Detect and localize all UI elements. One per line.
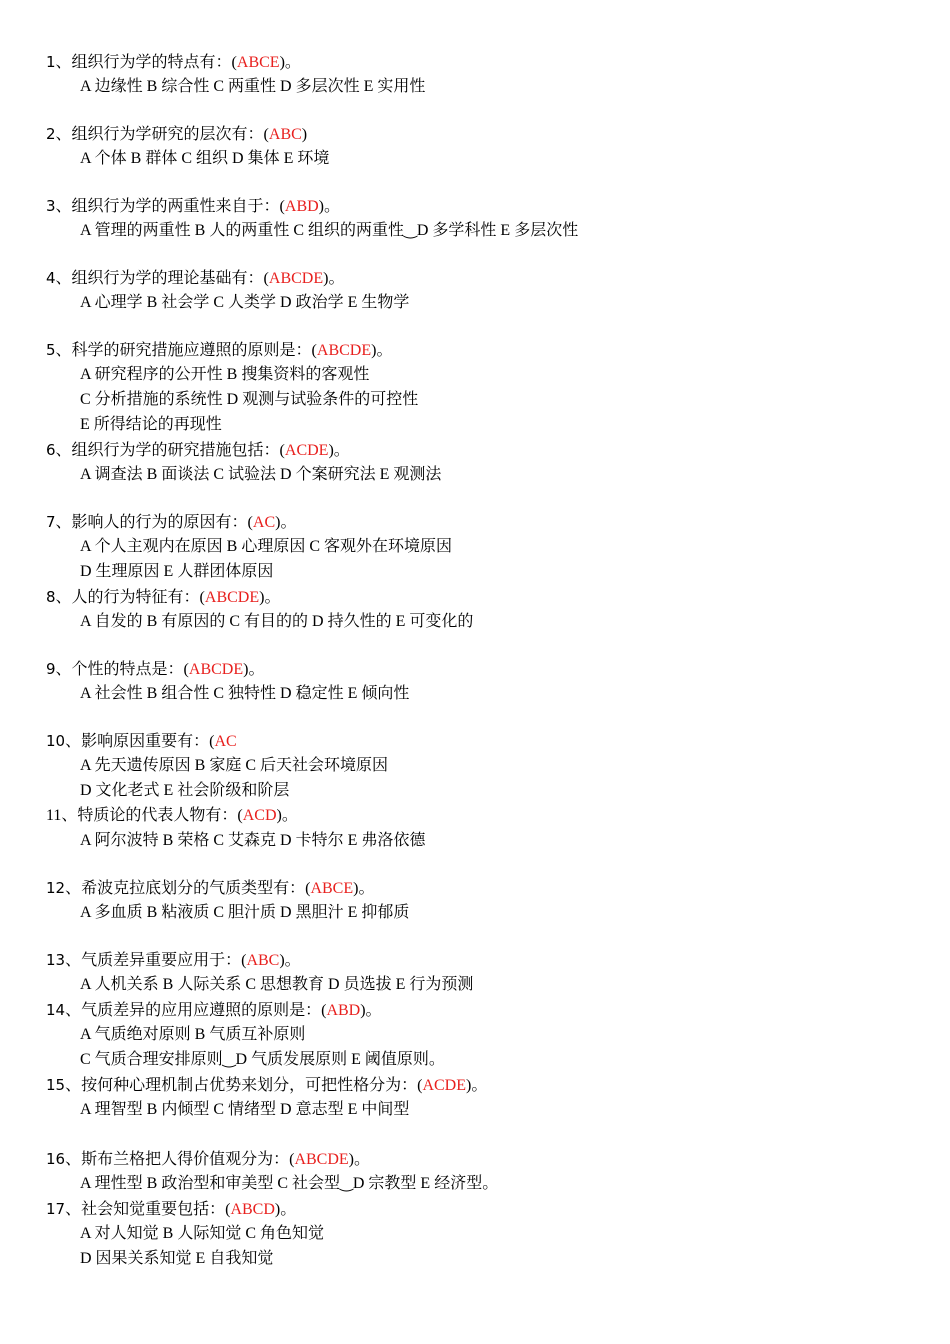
answer-key: ABCDE	[294, 1151, 349, 1168]
question-text: 、希波克拉底划分的气质类型有：(	[65, 880, 311, 897]
options-line: A 研究程序的公开性 B 搜集资料的客观性	[80, 366, 370, 383]
question-close: )。	[279, 952, 301, 969]
answer-key: ABCE	[310, 880, 354, 897]
options-line: A 先天遗传原因 B 家庭 C 后天社会环境原因	[80, 757, 389, 774]
question-number: 14	[46, 1001, 66, 1019]
question-8	[46, 587, 280, 607]
question-number: 10	[46, 732, 66, 750]
answer-key: ACDE	[422, 1077, 466, 1094]
question-text: 、影响人的行为的原因有：(	[55, 514, 253, 531]
question-close: )。	[259, 589, 281, 606]
question-text: 、人的行为特征有：(	[55, 589, 205, 606]
question-10	[46, 731, 237, 751]
question-close: )。	[274, 1201, 297, 1218]
question-text: 、社会知觉重要包括：(	[65, 1201, 231, 1218]
options-line: A 个体 B 群体 C 组织 D 集体 E 环境	[80, 150, 330, 167]
options-line: A 调查法 B 面谈法 C 试验法 D 个案研究法 E 观测法	[80, 466, 442, 483]
question-text: 、气质差异重要应用于：(	[65, 952, 247, 969]
question-14	[46, 1000, 382, 1020]
question-close: )。	[318, 198, 341, 215]
question-text: 、组织行为学的特点有：(	[55, 54, 237, 71]
answer-key: ABD	[326, 1002, 361, 1019]
question-12	[46, 878, 374, 898]
question-number: 8	[46, 588, 56, 606]
options-line: D 文化老式 E 社会阶级和阶层	[80, 782, 290, 799]
question-number: 9	[46, 660, 56, 678]
question-6	[46, 440, 350, 460]
question-7	[46, 512, 296, 532]
answer-key: ABCD	[230, 1201, 275, 1218]
options-line: A 社会性 B 组合性 C 独特性 D 稳定性 E 倾向性	[80, 685, 410, 702]
options-line: A 理性型 B 政治型和审美型 C 社会型‿D 宗教型 E 经济型。	[80, 1175, 499, 1192]
question-text: 、影响原因重要有：(	[65, 733, 215, 750]
question-13	[46, 950, 301, 970]
question-close: )。	[275, 514, 297, 531]
question-close: )。	[328, 442, 350, 459]
answer-key: AC	[252, 514, 276, 531]
question-number: 17	[46, 1200, 66, 1218]
question-9	[46, 659, 264, 679]
question-close: )。	[279, 54, 301, 71]
question-number: 7	[46, 513, 56, 531]
options-line: C 分析措施的系统性 D 观测与试验条件的可控性	[80, 391, 419, 408]
question-close: )。	[243, 661, 265, 678]
answer-key: ACD	[242, 807, 277, 824]
answer-key: ABCE	[236, 54, 280, 71]
question-number: 15	[46, 1076, 66, 1094]
question-number: 5	[46, 341, 56, 359]
options-line: D 因果关系知觉 E 自我知觉	[80, 1250, 274, 1267]
options-line: A 心理学 B 社会学 C 人类学 D 政治学 E 生物学	[80, 294, 410, 311]
question-number: 11	[46, 807, 62, 824]
options-line: D 生理原因 E 人群团体原因	[80, 563, 274, 580]
question-close: )。	[371, 342, 393, 359]
options-line: A 理智型 B 内倾型 C 情绪型 D 意志型 E 中间型	[80, 1101, 410, 1118]
question-close: )。	[323, 270, 345, 287]
question-text: 、组织行为学的研究措施包括：(	[55, 442, 285, 459]
answer-key: ABCDE	[204, 589, 260, 606]
question-close: )。	[466, 1077, 488, 1094]
answer-key: ABCDE	[316, 342, 372, 359]
answer-key: ACDE	[284, 442, 329, 459]
question-text: 、特质论的代表人物有：(	[61, 807, 243, 824]
question-1	[46, 52, 301, 72]
question-number: 13	[46, 951, 66, 969]
answer-key: ABC	[246, 952, 280, 969]
question-close: )。	[276, 807, 298, 824]
question-number: 1	[46, 53, 56, 71]
question-4	[46, 268, 344, 288]
answer-key: AC	[214, 733, 237, 750]
question-text: 、斯布兰格把人得价值观分为：(	[65, 1151, 295, 1168]
answer-key: ABC	[268, 126, 302, 143]
question-number: 16	[46, 1150, 66, 1168]
question-text: 、组织行为学研究的层次有：(	[55, 126, 269, 143]
question-number: 2	[46, 125, 56, 143]
question-16	[46, 1149, 370, 1169]
options-line: A 管理的两重性 B 人的两重性 C 组织的两重性‿D 多学科性 E 多层次性	[80, 222, 579, 239]
question-text: 、个性的特点是：(	[55, 661, 189, 678]
question-text: 、组织行为学的两重性来自于：(	[55, 198, 285, 215]
question-15	[46, 1075, 487, 1095]
options-line: A 自发的 B 有原因的 C 有目的的 D 持久性的 E 可变化的	[80, 613, 474, 630]
question-5	[46, 340, 392, 360]
options-line: A 气质绝对原则 B 气质互补原则	[80, 1026, 306, 1043]
question-11	[46, 806, 298, 826]
question-text: 、科学的研究措施应遵照的原则是：(	[55, 342, 317, 359]
question-text: 、组织行为学的理论基础有：(	[55, 270, 269, 287]
options-line: A 阿尔波特 B 荣格 C 艾森克 D 卡特尔 E 弗洛依德	[80, 832, 426, 849]
question-text: 、气质差异的应用应遵照的原则是：(	[65, 1002, 327, 1019]
options-line: A 人机关系 B 人际关系 C 思想教育 D 员选拔 E 行为预测	[80, 976, 474, 993]
question-close: )。	[348, 1151, 371, 1168]
options-line: A 个人主观内在原因 B 心理原因 C 客观外在环境原因	[80, 538, 453, 555]
question-number: 3	[46, 197, 56, 215]
options-line: A 对人知觉 B 人际知觉 C 角色知觉	[80, 1225, 325, 1242]
question-number: 4	[46, 269, 56, 287]
question-text: 、按何种心理机制占优势来划分，可把性格分为：(	[65, 1077, 423, 1094]
options-line: A 边缘性 B 综合性 C 两重性 D 多层次性 E 实用性	[80, 78, 426, 95]
question-number: 12	[46, 879, 66, 897]
question-number: 6	[46, 441, 56, 459]
question-close: )。	[353, 880, 375, 897]
answer-key: ABD	[284, 198, 319, 215]
answer-key: ABCDE	[268, 270, 324, 287]
options-line: A 多血质 B 粘液质 C 胆汁质 D 黑胆汁 E 抑郁质	[80, 904, 410, 921]
options-line: E 所得结论的再现性	[80, 416, 222, 433]
question-3	[46, 196, 340, 216]
options-line: C 气质合理安排原则‿D 气质发展原则 E 阈值原则。	[80, 1051, 445, 1068]
answer-key: ABCDE	[188, 661, 244, 678]
question-close: )。	[360, 1002, 382, 1019]
question-close: )	[301, 126, 308, 143]
question-2	[46, 124, 307, 144]
question-17	[46, 1199, 296, 1219]
